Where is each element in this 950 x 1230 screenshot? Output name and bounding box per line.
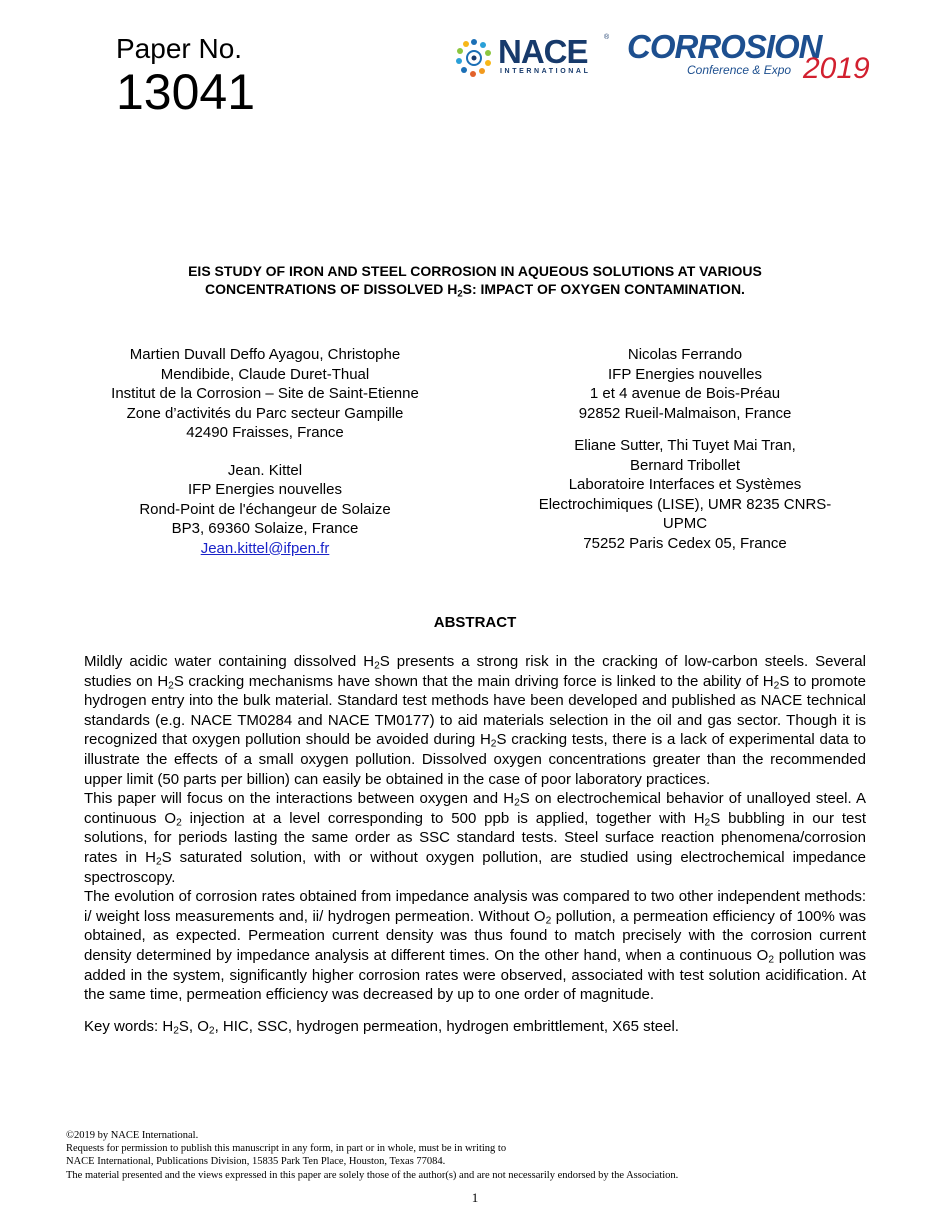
- nace-wordmark: NACE: [498, 33, 588, 70]
- author-line: Eliane Sutter, Thi Tuyet Mai Tran,: [574, 437, 796, 454]
- authors-right: [505, 345, 865, 553]
- author-line: Martien Duvall Deffo Ayagou, Christophe: [129, 346, 401, 363]
- corrosion-wordmark: CORROSION: [627, 28, 822, 65]
- affiliation-line: Rond-Point de l'échangeur de Solaize: [139, 500, 391, 518]
- affiliation-line: Institut de la Corrosion – Site de Saint-Etienne: [111, 385, 419, 402]
- paper-number: 13041: [116, 64, 256, 120]
- abstract-paragraph-3: The evolution of corrosion rates obtained from impedance analysis was compared to two other independent methods: i/ weight loss measurements and, ii/ hydrogen permeation. Without $O_2$ pollution, a permeation efficiency of 100% was obtained, as expected. Permeation current density was thus found to match precisely with the corrosion current density determined by impedance analysis at different times. On the other hand, when a continuous $O_2$ pollution was added in the system, significantly higher corrosion rates were observed, associated with test solution acidification. At the same time, permeation efficiency was decreased by up to one order of magnitude.: [84, 888, 867, 1004]
- title-line-2: CONCENTRATIONS OF DISSOLVED $H_2S$: IMPACT OF OXYGEN CONTAMINATION.: [205, 281, 745, 300]
- author-line: Nicolas Ferrando: [627, 346, 743, 363]
- keywords: Key words: $H_2S$, $O_2$, HIC, SSC, hydrogen permeation, hydrogen embrittlement, X65 steel.: [84, 1017, 679, 1037]
- registered-mark: ®: [604, 34, 610, 41]
- abstract-heading: ABSTRACT: [433, 614, 517, 631]
- affiliation-line: IFP Energies nouvelles: [608, 365, 762, 383]
- affiliation-line: 42490 Fraisses, France: [186, 424, 344, 441]
- copyright-footer: [66, 1129, 678, 1182]
- affiliation-line: 75252 Paris Cedex 05, France: [583, 534, 787, 552]
- corrosion-logo: [627, 30, 882, 86]
- nace-subtitle: INTERNATIONAL: [500, 68, 591, 75]
- authors-left: [75, 345, 455, 558]
- author-line: Jean. Kittel: [227, 461, 303, 479]
- author-line: Mendibide, Claude Duret-Thual: [160, 365, 370, 383]
- affiliation-line: Zone d’activités du Parc secteur Gampille: [126, 404, 404, 422]
- page-number: 1: [471, 1190, 479, 1205]
- affiliation-line: 1 et 4 avenue de Bois-Préau: [589, 385, 781, 402]
- title-line-1: EIS STUDY OF IRON AND STEEL CORROSION IN AQUEOUS SOLUTIONS AT VARIOUS: [188, 263, 762, 279]
- nace-globe-icon: [454, 34, 494, 80]
- abstract-body: [84, 652, 866, 1036]
- affiliation-line: Laboratoire Interfaces et Systèmes: [568, 476, 802, 493]
- affiliation-line: IFP Energies nouvelles: [188, 481, 342, 498]
- footer-line: Requests for permission to publish this manuscript in any form, in part or in whole, must be in writing to: [66, 1143, 507, 1155]
- email-link[interactable]: Jean.kittel@ifpen.fr: [200, 539, 330, 557]
- abstract-paragraph-1: Mildly acidic water containing dissolved $H_2S$ presents a strong risk in the cracking of low-carbon steels. Several studies on $H_2S$ cracking mechanisms have shown that the main driving force is linked to the ability of $H_2S$ to promote hydrogen entry into the bulk material. Standard test methods have been developed and published as NACE technical standards (e.g. NACE TM0284 and NACE TM0177) to aid materials selection in the oil and gas sector. Though it is recognized that oxygen pollution should be avoided during $H_2S$ cracking tests, there is a lack of experimental data to illustrate the effects of a small oxygen pollution. Dissolved oxygen concentrations greater than the recommended upper limit (50 parts per billion) can easily be obtained in the case of poor laboratory practices.: [84, 653, 866, 788]
- footer-line: NACE International, Publications Division, 15835 Park Ten Place, Houston, Texas 77084.: [66, 1156, 446, 1168]
- paper-number-block: [116, 33, 256, 120]
- abstract-paragraph-2: This paper will focus on the interactions between oxygen and $H_2S$ on electrochemical behavior of unalloyed steel. A continuous $O_2$ injection at a level corresponding to 500 ppb is applied, together with $H_2S$ bubbling in our test solutions, for periods lasting the same order as SSC standard tests. Steel surface reaction phenomena/corrosion rates in $H_2S$ saturated solution, with or without oxygen pollution, are studied using electrochemical impedance spectroscopy.: [84, 790, 867, 886]
- paper-number-label: Paper No.: [116, 33, 243, 64]
- corrosion-subtitle: Conference & Expo: [687, 63, 792, 77]
- affiliation-line: BP3, 69360 Solaize, France: [171, 520, 359, 537]
- footer-line: The material presented and the views expressed in this paper are solely those of the author(s) and are not necessarily endorsed by the Association.: [66, 1169, 679, 1181]
- affiliation-line: UPMC: [662, 515, 708, 532]
- affiliation-line: Electrochimiques (LISE), UMR 8235 CNRS-: [538, 495, 832, 513]
- nace-logo: [454, 34, 614, 80]
- footer-line: ©2019 by NACE International.: [66, 1130, 199, 1141]
- author-line: Bernard Tribollet: [629, 456, 741, 474]
- paper-title: [90, 262, 860, 298]
- affiliation-line: 92852 Rueil-Malmaison, France: [578, 404, 792, 422]
- corrosion-year: 2019: [803, 52, 870, 85]
